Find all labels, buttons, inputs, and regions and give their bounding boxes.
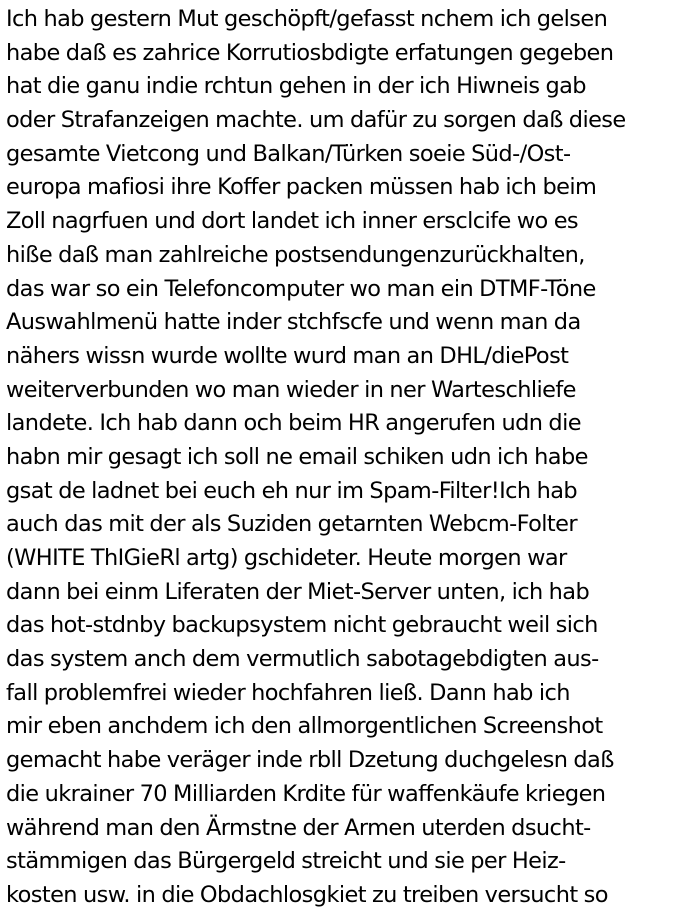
text-line: Auswahlmenü hatte inder stchfscfe und wenn man da — [6, 309, 581, 336]
text-line: kosten usw. in die Obdachlosgkiet zu treiben versucht so — [6, 881, 608, 908]
text-line: das hot-stdnby backupsystem nicht gebraucht weil sich — [6, 612, 598, 639]
text-line: nähers wissn wurde wollte wurd man an DHL/diePost — [6, 342, 569, 369]
text-line: (WHITE ThIGieRl artg) gschideter. Heute morgen war — [6, 545, 567, 571]
text-line: europa mafiosi ihre Koffer packen müssen hab ich beim — [6, 174, 597, 201]
text-line: Ich hab gestern Mut geschöpft/gefasst nchem ich gelsen — [6, 6, 608, 32]
text-line: während man den Ärmstne der Armen uterden dsucht- — [6, 814, 591, 841]
text-line: landete. Ich hab dann och beim HR angerufen udn die — [6, 410, 581, 437]
text-line: hiße daß man zahlreiche postsendungenzurückhalten, — [6, 241, 585, 268]
text-line: gemacht habe veräger inde rbll Dzetung duchgelesn daß — [6, 747, 614, 774]
text-line: hat die ganu indie rchtun gehen in der ich Hiwneis gab — [6, 73, 586, 100]
text-line: gesamte Vietcong und Balkan/Türken soeie Süd-/Ost- — [6, 140, 571, 167]
text-line: habn mir gesagt ich soll ne email schiken udn ich habe — [6, 443, 588, 470]
text-line: oder Strafanzeigen machte. um dafür zu sorgen daß diese — [6, 107, 626, 134]
text-line: mir eben anchdem ich den allmorgentlichen Screenshot — [6, 713, 603, 740]
text-line: auch das mit der als Suziden getarnten Webcm-Folter — [6, 511, 578, 538]
text-line: weiterverbunden wo man wieder in ner Warteschliefe — [6, 376, 576, 403]
text-line: stämmigen das Bürgergeld streicht und sie per Heiz- — [6, 848, 566, 875]
text-line: gsat de ladnet bei euch eh nur im Spam-Filter!Ich hab — [6, 477, 578, 504]
text-line: Zoll nagrfuen und dort landet ich inner ersclcife wo es — [6, 208, 579, 235]
text-line: fall problemfrei wieder hochfahren ließ. Dann hab ich — [6, 679, 570, 706]
text-line: habe daß es zahrice Korrutiosbdigte erfatungen gegeben — [6, 39, 614, 66]
text-line: das war so ein Telefoncomputer wo man ein DTMF-Töne — [6, 275, 596, 302]
text-line: das system anch dem vermutlich sabotagebdigten aus- — [6, 646, 599, 673]
text-line: die ukrainer 70 Milliarden Krdite für waffenkäufe kriegen — [6, 780, 606, 807]
text-line: dann bei einm Liferaten der Miet-Server unten, ich hab — [6, 578, 590, 605]
body-text — [6, 3, 684, 913]
